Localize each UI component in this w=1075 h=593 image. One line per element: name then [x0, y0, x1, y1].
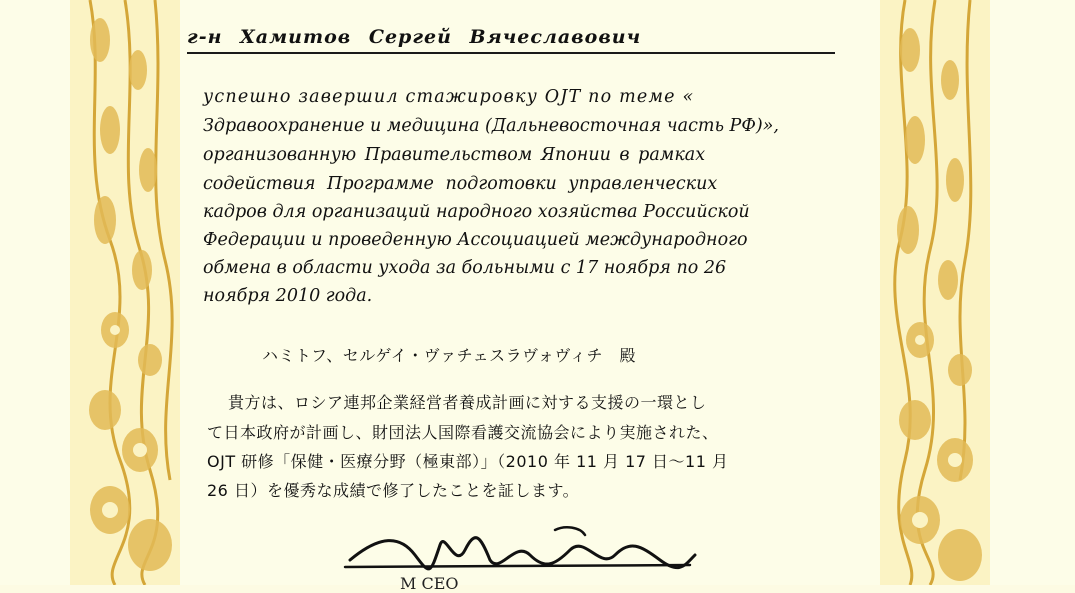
- body-ru-line: Здравоохранение и медицина (Дальневосточная часть РФ)»,: [203, 116, 779, 136]
- body-ru-line: Федерации и проведенную Ассоциацией международного: [203, 230, 748, 250]
- left-ornamental-border: [70, 0, 180, 585]
- body-ru-line: успешно завершил стажировку OJT по теме «: [203, 87, 695, 107]
- body-ru-line: обмена в области ухода за больными с 17 ноября по 26: [203, 258, 727, 278]
- body-jp-line: 貴方は、ロシア連邦企業経営者養成計画に対する支援の一環とし: [228, 393, 707, 412]
- body-jp-line: 26 日）を優秀な成績で修了したことを証します。: [207, 481, 580, 500]
- handwritten-signature: [340, 515, 700, 585]
- signature-caption: M CEO: [400, 574, 459, 593]
- recipient-name-ru: г-н Хамитов Сергей Вячеславович: [187, 26, 835, 54]
- right-ornamental-border: [880, 0, 990, 585]
- body-ru-line: содействия Программе подготовки управленческих: [203, 174, 718, 194]
- body-ru-line: ноября 2010 года.: [203, 286, 373, 306]
- body-ru-line: кадров для организаций народного хозяйства Российской: [203, 202, 750, 222]
- body-jp-line: て日本政府が計画し、財団法人国際看護交流協会により実施された、: [207, 423, 719, 442]
- body-jp-line: OJT 研修「保健・医療分野（極東部）」（2010 年 11 月 17 日～11 月: [207, 452, 729, 471]
- recipient-name-jp: ハミトフ、セルゲイ・ヴァチェスラヴォヴィチ 殿: [262, 346, 637, 365]
- body-ru-line: организованную Правительством Японии в рамках: [203, 145, 706, 165]
